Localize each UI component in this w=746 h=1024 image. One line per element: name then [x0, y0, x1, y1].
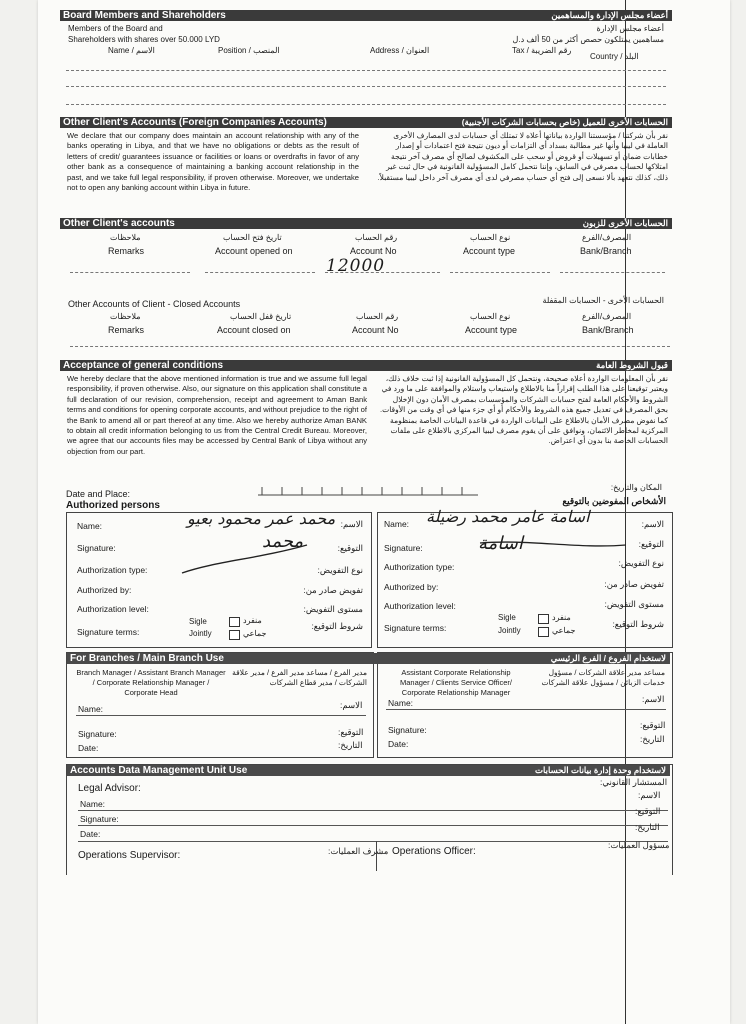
adm-date-label-ar: التاريخ:: [635, 822, 660, 832]
board-sub-ar-1: أعضاء مجلس الإدارة: [596, 24, 664, 33]
right-single-label-ar: منفرد: [552, 613, 571, 622]
adm-legal-label: Legal Advisor:: [78, 783, 141, 794]
left-signature-stroke: [177, 541, 317, 577]
closed-type-en: Account type: [465, 325, 518, 335]
open-no-en: Account No: [350, 246, 397, 256]
board-row-line-1[interactable]: [66, 70, 666, 71]
date-place-label-en: Date and Place:: [66, 489, 131, 499]
branches-right-date-label: Date:: [388, 739, 409, 749]
left-single-checkbox[interactable]: [229, 617, 240, 627]
adm-date-line[interactable]: [78, 841, 668, 842]
branches-right-date-label-ar: التاريخ:: [640, 734, 665, 744]
other-accounts-header: [60, 218, 672, 229]
right-signature-label-ar: التوقيع:: [638, 539, 664, 549]
left-name-handwritten[interactable]: محمد عمر محمود بعيو: [187, 509, 336, 528]
right-auth-level-label-ar: مستوى التفويض:: [604, 599, 664, 609]
left-terms-label: Signature terms:: [77, 627, 140, 637]
left-auth-level-label-ar: مستوى التفويض:: [303, 604, 363, 614]
branches-header-ar: لاستخدام الفروع / الفرع الرئيسي: [550, 653, 666, 663]
open-type-line[interactable]: [450, 272, 550, 273]
left-jointly-checkbox[interactable]: [229, 630, 240, 640]
adm-ops-supervisor-label-ar: مشرف العمليات:: [328, 846, 389, 856]
foreign-section-header: [60, 117, 672, 128]
right-single-checkbox[interactable]: [538, 614, 549, 624]
open-no-line[interactable]: [325, 272, 440, 273]
open-bank-ar: المصرف/الفرع: [582, 233, 632, 242]
open-opened-en: Account opened on: [215, 246, 293, 256]
branches-left-role-ar: مدير الفرع / مساعد مدير الفرع / مدير علاقة الشركات / مدير قطاع الشركات: [232, 668, 367, 687]
closed-closed-ar: تاريخ قفل الحساب: [230, 312, 292, 321]
left-auth-by-label: Authorized by:: [77, 585, 132, 595]
branches-left-date-label: Date:: [78, 743, 99, 753]
adm-name-line[interactable]: [78, 810, 668, 811]
right-jointly-label-ar: جماعي: [552, 626, 576, 635]
left-auth-type-label-ar: نوع التفويض:: [317, 565, 363, 575]
right-name-handwritten[interactable]: اسامة عامر محمد رضيلة: [426, 507, 590, 526]
open-opened-ar: تاريخ فتح الحساب: [223, 233, 282, 242]
branches-left-date-label-ar: التاريخ:: [338, 740, 363, 750]
closed-remarks-ar: ملاحظات: [110, 312, 141, 321]
left-jointly-label-ar: جماعي: [243, 629, 267, 638]
closed-no-en: Account No: [352, 325, 399, 335]
board-header-ar: أعضاء مجلس الإدارة والمساهمين: [551, 10, 668, 20]
foreign-text-en: We declare that our company does maintain an account relationship with any of the banks operating in Libya, and that we have no obligations or debts as the result of letters of credit/ guarantees issuance or facilities or loans or overdrafts in favor of any other bank as a consequence of maintaining a banking account relationship in the past, and we take full legal responsibility, if proven otherwise. Moreover, we undertake not to open any banking account within Libya in future.: [67, 131, 359, 193]
board-col-country: Country / البلد: [590, 52, 639, 61]
adm-header-ar: لاستخدام وحدة إدارة بيانات الحسابات: [535, 765, 666, 775]
open-no-ar: رقم الحساب: [355, 233, 398, 242]
branches-right-name-line[interactable]: [386, 709, 666, 710]
right-auth-level-label: Authorization level:: [384, 601, 456, 611]
adm-legal-label-ar: المستشار القانوني:: [600, 777, 668, 787]
left-name-label: Name:: [77, 521, 103, 531]
authorized-person-right: [377, 507, 673, 648]
other-accounts-header-ar: الحسابات الأخرى للزبون: [582, 218, 668, 228]
branches-right-name-label: Name:: [388, 698, 414, 708]
right-signature-handwritten[interactable]: اسامة: [478, 533, 523, 554]
branches-left-role-en: Branch Manager / Assistant Branch Manager / Corporate Relationship Manager / Corporate Head: [76, 668, 226, 697]
board-row-line-2[interactable]: [66, 86, 666, 87]
acceptance-text-en: We hereby declare that the above mentioned information is true and we assume full legal responsibility, if proven otherwise. Also, our signature on this application shall constitute a full declaration of our revision, comprehension, receipt and agreement to Aman Bank terms and conditions for opening corporate accounts, and without prejudice to the right of the Bank to amend all or part thereof at any time. Also we hereby authorize Aman BANK to obtain all credit information belonging to us from the Central Credit Bureau. Moreover, we agree that our accounts files may be accessed by Central Bank of Libya without any objection from our part.: [67, 374, 367, 456]
authorized-header-en: Authorized persons: [66, 500, 160, 511]
right-terms-label-ar: شروط التوقيع:: [612, 619, 664, 629]
adm-header: [67, 765, 670, 776]
board-col-name: Name / الاسم: [108, 46, 155, 55]
other-accounts-header-en: Other Client's accounts: [63, 218, 175, 229]
board-col-address: Address / العنوان: [370, 46, 430, 55]
right-jointly-label: Jointly: [498, 626, 521, 635]
foreign-header-ar: الحسابات الأخرى للعميل (خاص بحسابات الشركات الأجنبية): [461, 117, 668, 127]
branches-left-signature-label-ar: التوقيع:: [338, 727, 364, 737]
foreign-header-en: Other Client's Accounts (Foreign Companies Accounts): [63, 117, 327, 128]
adm-signature-line[interactable]: [78, 825, 668, 826]
adm-name-label-ar: الاسم:: [638, 790, 661, 800]
adm-name-label: Name:: [80, 799, 106, 809]
board-header-en: Board Members and Shareholders: [63, 10, 226, 21]
left-auth-level-label: Authorization level:: [77, 604, 149, 614]
branches-header-en: For Branches / Main Branch Use: [70, 653, 224, 664]
left-auth-by-label-ar: تفويض صادر من:: [303, 585, 363, 595]
left-signature-label: Signature:: [77, 543, 116, 553]
open-remarks-ar: ملاحظات: [110, 233, 141, 242]
board-section-header: [60, 10, 672, 21]
board-sub-en-1: Members of the Board and: [68, 24, 163, 33]
branches-left-name-line[interactable]: [76, 715, 366, 716]
right-single-label: Sigle: [498, 613, 516, 622]
acceptance-header-ar: قبول الشروط العامة: [596, 360, 668, 370]
adm-ops-supervisor-label: Operations Supervisor:: [78, 850, 181, 861]
branches-header: [67, 653, 670, 664]
adm-date-label: Date:: [80, 829, 101, 839]
closed-type-ar: نوع الحساب: [470, 312, 511, 321]
acceptance-header: [60, 360, 672, 371]
board-row-line-3[interactable]: [66, 104, 666, 105]
closed-title-ar: الحسابات الأخرى - الحسابات المقفلة: [542, 296, 664, 305]
right-auth-by-label: Authorized by:: [384, 582, 439, 592]
foreign-text-ar: نقر بأن شركتنا / مؤسستنا الواردة بياناتها أعلاه لا تمتلك أي حسابات لدى المصارف الأخرى العاملة في ليبيا وأنها غير مطالبة بسداد أي التزامات أو ديون نتيجة فتح اعتمادات أو إصدار خطابات ضمان أو تسهيلات أو قروض أو سحب على المكشوف لصالح أي مصرف آخر نتيجة امتلاكها لحساب مصرفي في السابق، وإننا نتحمل كامل المسؤولية القانونية في حال ثبت غير ذلك، كذلك نتعهد بألا نسعى إلى فتح أي حساب مصرفي لدى أي مصرف آخر داخل ليبيا مستقبلاً.: [377, 131, 668, 182]
branches-left-name-label: Name:: [78, 704, 104, 714]
open-type-ar: نوع الحساب: [470, 233, 511, 242]
open-account-handwritten-value: 12000: [326, 256, 386, 276]
adm-ops-officer-label-ar: مسؤول العمليات:: [608, 840, 670, 850]
open-opened-line[interactable]: [205, 272, 315, 273]
branches-right-signature-label: Signature:: [388, 725, 427, 735]
left-single-label-ar: منفرد: [243, 616, 262, 625]
branches-left-name-label-ar: الاسم:: [340, 700, 363, 710]
left-signature-handwritten[interactable]: محمد: [262, 531, 304, 552]
adm-ops-officer-label: Operations Officer:: [392, 846, 476, 857]
right-name-label-ar: الاسم:: [641, 519, 664, 529]
date-place-field[interactable]: [258, 483, 478, 495]
adm-divider: [376, 841, 377, 871]
open-bank-en: Bank/Branch: [580, 246, 632, 256]
adm-signature-label-ar: التوقيع:: [635, 806, 661, 816]
board-col-position: Position / المنصب: [218, 46, 280, 55]
left-single-label: Sigle: [189, 617, 207, 626]
closed-row-line[interactable]: [70, 346, 670, 347]
branches-right-signature-label-ar: التوقيع:: [640, 720, 666, 730]
right-terms-label: Signature terms:: [384, 623, 447, 633]
left-name-label-ar: الاسم:: [340, 519, 363, 529]
branches-right-name-label-ar: الاسم:: [642, 694, 665, 704]
closed-no-ar: رقم الحساب: [356, 312, 399, 321]
left-auth-type-label: Authorization type:: [77, 565, 148, 575]
right-signature-label: Signature:: [384, 543, 423, 553]
authorized-person-left: [66, 509, 372, 648]
branches-left-signature-label: Signature:: [78, 729, 117, 739]
closed-closed-en: Account closed on: [217, 325, 291, 335]
right-auth-type-label: Authorization type:: [384, 562, 455, 572]
authorized-header-ar: الأشخاص المفوضين بالتوقيع: [562, 496, 666, 506]
board-col-tax: Tax / رقم الضريبة: [512, 46, 572, 55]
closed-bank-ar: المصرف/الفرع: [582, 312, 632, 321]
adm-signature-label: Signature:: [80, 814, 119, 824]
right-name-label: Name:: [384, 519, 410, 529]
closed-title-en: Other Accounts of Client - Closed Accounts: [68, 299, 241, 309]
left-signature-label-ar: التوقيع:: [337, 543, 363, 553]
closed-bank-en: Bank/Branch: [582, 325, 634, 335]
right-auth-type-label-ar: نوع التفويض:: [618, 558, 664, 568]
acceptance-header-en: Acceptance of general conditions: [63, 360, 224, 371]
closed-remarks-en: Remarks: [108, 325, 145, 335]
branches-right-role-en: Assistant Corporate Relationship Manager / Clients Service Officer/ Corporate Relationship Manager: [400, 668, 512, 697]
open-bank-line[interactable]: [560, 272, 665, 273]
board-sub-ar-2: مساهمين يمتلكون حصص أكثر من 50 ألف د.ل: [512, 35, 664, 44]
date-place-boxes: [258, 484, 478, 496]
right-signature-stroke: [478, 537, 628, 557]
board-sub-en-2: Shareholders with shares over 50.000 LYD: [68, 35, 220, 44]
acceptance-text-ar: نقر بأن المعلومات الواردة أعلاه صحيحة، ونتحمل كل المسؤولية القانونية إذا ثبت خلاف ذلك، ويعتبر توقيعنا على هذا الطلب إقراراً منا بالاطلاع واستيعاب واستلام والموافقة على ما ورد في الشروط والأحكام العامة لفتح حسابات الشركات والمؤسسات بمصرف الأمان دون الإخلال بحق المصرف في تعديل جميع هذه الشروط والأحكام أو أي جزء منها في أي وقت من الأوقات. كما نفوض مصرف الأمان بالاطلاع على البيانات الواردة في قاعدة البيانات الخاصة بمنظومة المركزية لمخاطر الائتمان، ونوافق على أن يقوم مصرف ليبيا المركزي بالاطلاع على ملفات الحسابات الخاصة بنا بدون أي اعتراض.: [379, 374, 668, 446]
branches-right-role-ar: مساعد مدير علاقة الشركات / مسؤول خدمات الزبائن / مسؤول علاقة الشركات: [541, 668, 665, 687]
right-auth-by-label-ar: تفويض صادر من:: [604, 579, 664, 589]
left-jointly-label: Jointly: [189, 629, 212, 638]
open-remarks-en: Remarks: [108, 246, 145, 256]
date-place-label-ar: المكان والتاريخ:: [610, 483, 662, 492]
adm-header-en: Accounts Data Management Unit Use: [70, 765, 248, 776]
left-terms-label-ar: شروط التوقيع:: [311, 621, 363, 631]
open-type-en: Account type: [463, 246, 516, 256]
open-remarks-line[interactable]: [70, 272, 190, 273]
right-jointly-checkbox[interactable]: [538, 627, 549, 637]
